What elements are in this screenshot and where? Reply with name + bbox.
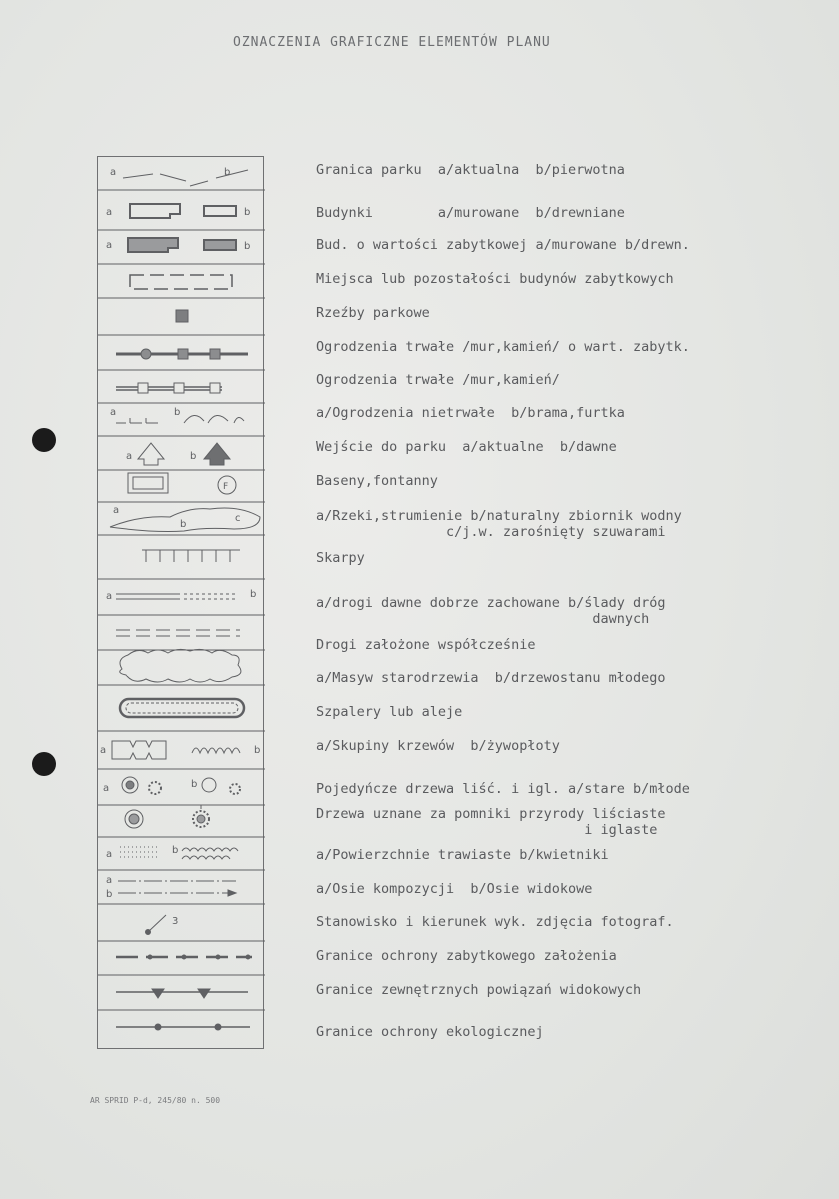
legend-text-pojedyncze-drzewa: Pojedyńcze drzewa liść. i igl. a/stare b/młode (316, 781, 690, 797)
punch-hole (32, 752, 56, 776)
symbol-osie (106, 875, 236, 900)
legend-text-drogi-wspolczesne: Drogi założone współcześnie (316, 637, 536, 653)
legend-text-budynki: Budynki a/murowane b/drewniane (316, 205, 625, 221)
legend-text-stanowisko: Stanowisko i kierunek wyk. zdjęcia fotograf. (316, 914, 674, 930)
symbol-granice-ekologiczne (116, 1024, 250, 1030)
label-b: b (172, 845, 179, 856)
archive-stamp: AR SPRID P-d, 245/80 n. 500 (90, 1096, 221, 1105)
legend-text-pomniki-przyrody: Drzewa uznane za pomniki przyrody liściaste i iglaste (316, 806, 666, 838)
label-a: a (106, 240, 113, 251)
symbol-pojedyncze-drzewa (103, 777, 240, 794)
legend-text-osie: a/Osie kompozycji b/Osie widokowe (316, 881, 593, 897)
label-a: a (106, 875, 113, 886)
symbol-skupiny (100, 741, 260, 759)
legend-text-granice-ekologiczne: Granice ochrony ekologicznej (316, 1024, 544, 1040)
symbol-rzezby (176, 310, 188, 322)
symbol-masyw (120, 649, 241, 682)
legend-text-powierzchnie: a/Powierzchnie trawiaste b/kwietniki (316, 847, 609, 863)
legend-text-masyw: a/Masyw starodrzewia b/drzewostanu młodego (316, 670, 666, 686)
symbol-stanowisko (146, 915, 179, 935)
legend-text-granice-widokowe: Granice zewnętrznych powiązań widokowych (316, 982, 642, 998)
legend-text-rzezby: Rzeźby parkowe (316, 305, 430, 321)
symbol-miejsca (130, 275, 232, 289)
legend-text-ogrodzenia-zabytkowe: Ogrodzenia trwałe /mur,kamień/ o wart. zabytk. (316, 339, 690, 355)
legend-text-skarpy: Skarpy (316, 550, 365, 566)
symbol-drogi-dawne (106, 589, 256, 602)
label-a: a (110, 167, 117, 178)
label-fountain: F (223, 482, 229, 492)
symbol-wejscie (126, 443, 230, 465)
symbol-ogrodzenia-zabytkowe (116, 349, 248, 359)
symbol-budynki-zabytkowe (106, 238, 250, 252)
page-title: OZNACZENIA GRAFICZNE ELEMENTÓW PLANU (233, 35, 551, 50)
legend-text-drogi-dawne: a/drogi dawne dobrze zachowane b/ślady dróg dawnych (316, 595, 666, 627)
legend-text-rzeki: a/Rzeki,strumienie b/naturalny zbiornik wodny c/j.w. zarośnięty szuwarami (316, 508, 682, 540)
symbol-baseny (128, 473, 236, 494)
legend-text-granica-parku: Granica parku a/aktualna b/pierwotna (316, 162, 625, 178)
label-b: b (190, 451, 197, 462)
symbol-drogi-wspolczesne (116, 630, 240, 636)
symbol-skarpy (142, 550, 240, 562)
symbol-rzeki (110, 505, 260, 532)
label-b: b (180, 519, 187, 530)
legend-text-skupiny: a/Skupiny krzewów b/żywopłoty (316, 738, 560, 754)
symbol-granice-ochrony-zabytkowe (116, 955, 252, 959)
label-b: b (250, 589, 257, 600)
label-b: b (224, 167, 231, 178)
symbol-granice-widokowe (116, 989, 248, 998)
label-b: b (254, 745, 261, 756)
symbol-pomniki-przyrody (125, 805, 209, 828)
legend-text-ogrodzenia-trwale: Ogrodzenia trwałe /mur,kamień/ (316, 372, 560, 388)
label-a: a (100, 745, 107, 756)
label-photo-number: 3 (172, 916, 179, 927)
symbol-ogrodzenia-nietrwale (110, 407, 244, 423)
symbol-granica-parku (110, 167, 248, 186)
label-b: b (174, 407, 181, 418)
label-c: c (235, 513, 241, 524)
legend-text-granice-ochrony-zabytkowe: Granice ochrony zabytkowego założenia (316, 948, 617, 964)
legend-text-baseny: Baseny,fontanny (316, 473, 438, 489)
label-a: a (103, 783, 110, 794)
symbol-szpalery (120, 699, 244, 717)
label-a: a (106, 849, 113, 860)
legend-text-miejsca: Miejsca lub pozostałości budynów zabytkowych (316, 271, 674, 287)
legend-text-ogrodzenia-nietrwale: a/Ogrodzenia nietrwałe b/brama,furtka (316, 405, 625, 421)
symbol-budynki (106, 204, 250, 218)
symbol-powierzchnie (106, 845, 238, 860)
legend-text-wejscie: Wejście do parku a/aktualne b/dawne (316, 439, 617, 455)
label-b: b (244, 207, 251, 218)
punch-hole (32, 428, 56, 452)
label-a: a (106, 207, 113, 218)
legend-text-budynki-zabytkowe: Bud. o wartości zabytkowej a/murowane b/drewn. (316, 237, 690, 253)
label-a: a (110, 407, 117, 418)
symbol-ogrodzenia-trwale (116, 383, 222, 393)
label-b: b (191, 779, 198, 790)
legend-text-szpalery: Szpalery lub aleje (316, 704, 463, 720)
label-a: a (126, 451, 133, 462)
label-b: b (244, 241, 251, 252)
label-a: a (106, 591, 113, 602)
legend-symbol-column (97, 156, 264, 1049)
label-a: a (113, 505, 120, 516)
label-b: b (106, 889, 113, 900)
